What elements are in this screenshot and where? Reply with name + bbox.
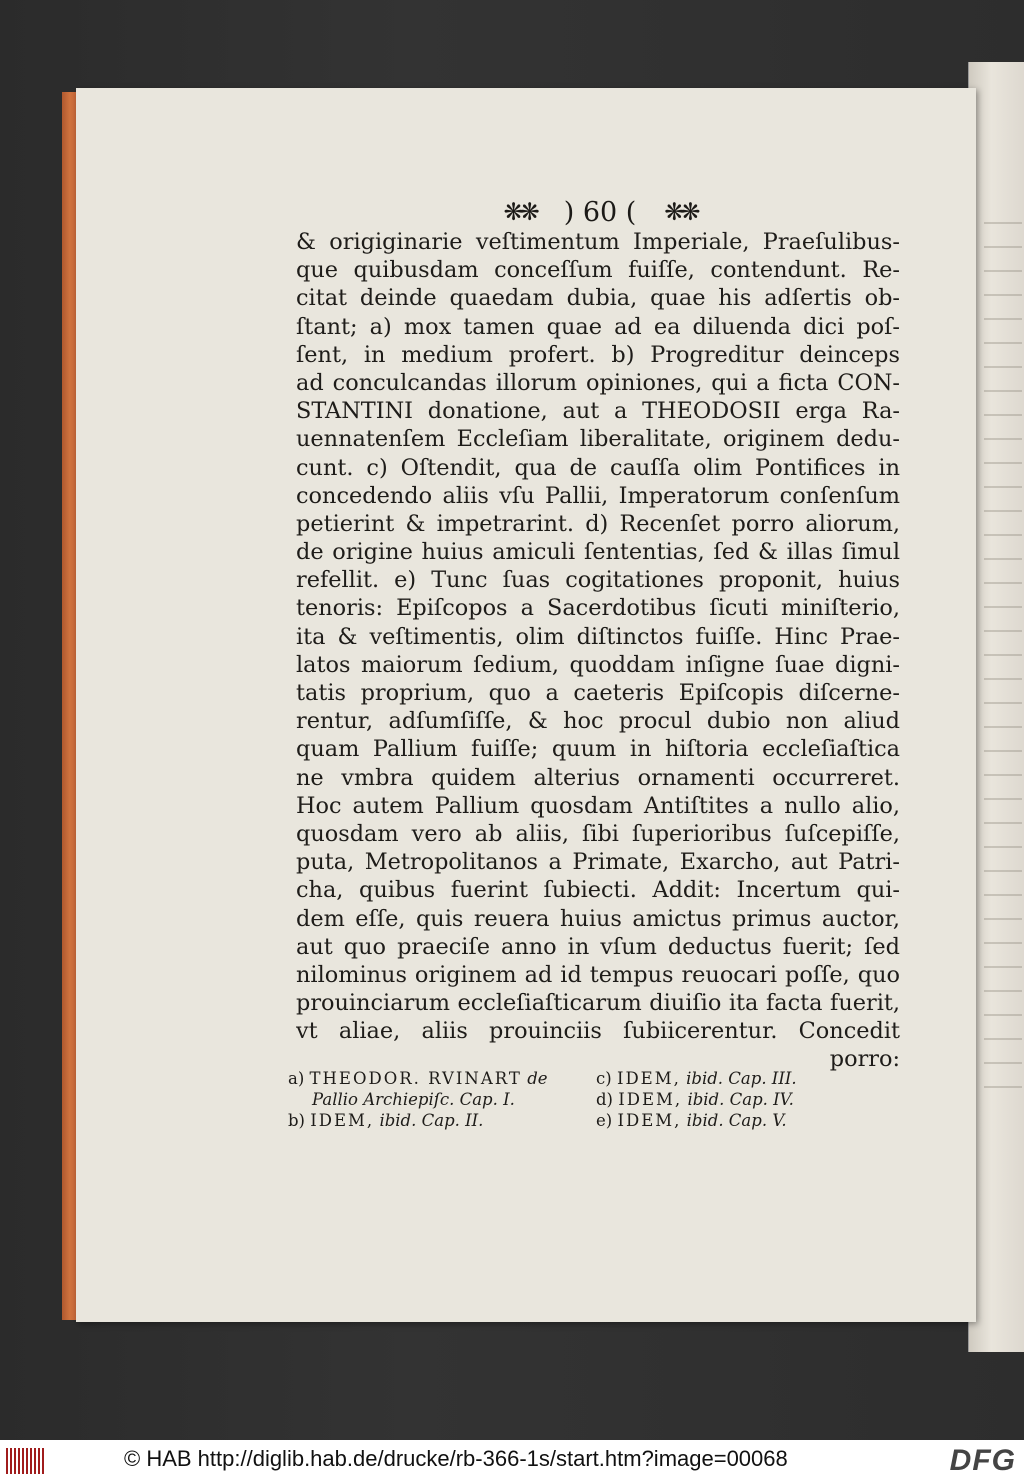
text-line: & origiginarie veſtimentum Imperiale, Praeſulibus- xyxy=(296,229,900,255)
footnote-author: IDEM, xyxy=(617,1111,682,1130)
text-line: dem eſſe, quis reuera huius amictus primus auctor, xyxy=(296,905,900,932)
footnote-ref: ibid. Cap. II. xyxy=(379,1111,484,1130)
footnote-author: IDEM, xyxy=(618,1090,683,1109)
footnote-b xyxy=(288,1110,580,1131)
text-line: nilominus originem ad id tempus reuocari poſſe, quo xyxy=(296,961,900,988)
text-line: refellit. e) Tunc ſuas cogitationes proponit, huius xyxy=(296,567,900,594)
footnote-ref: ibid. Cap. III. xyxy=(686,1069,797,1088)
text-line: cha, quibus fuerint ſubiecti. Addit: Incertum qui- xyxy=(296,877,900,904)
footnote-d xyxy=(596,1089,828,1110)
adjacent-page-text-shadow xyxy=(984,200,1022,1100)
footnote-ref: ibid. Cap. V. xyxy=(686,1111,787,1130)
page-edge xyxy=(62,92,76,1320)
dfg-logo: DFG xyxy=(949,1444,1016,1477)
footnotes-left-column xyxy=(288,1068,580,1131)
catchword: porro: xyxy=(829,1046,900,1073)
text-line: ne vmbra quidem alterius ornamenti occurreret. xyxy=(296,764,900,791)
text-line: rentur, adſumſiſſe, & hoc procul dubio non aliud xyxy=(296,708,900,735)
text-line: cunt. c) Oſtendit, qua de cauſſa olim Pontifices in xyxy=(296,454,900,481)
body-text xyxy=(296,228,900,1074)
footnote-e xyxy=(596,1110,828,1131)
footnote-mark: c) xyxy=(596,1069,612,1088)
footnote-ref: ibid. Cap. IV. xyxy=(687,1090,794,1109)
footnote-c xyxy=(596,1068,828,1089)
text-line: tenoris: Epiſcopos a Sacerdotibus ſicuti miniſterio, xyxy=(296,595,900,622)
text-line: prouinciarum eccleſiaſticarum diuiſio ita facta fuerit, xyxy=(296,990,900,1017)
footnote-author: IDEM, xyxy=(310,1111,375,1130)
footnote-ref: de xyxy=(527,1069,548,1088)
text-line: aut quo praeciſe anno in vſum deductus fuerit; ſed xyxy=(296,933,900,960)
footnote-a xyxy=(288,1068,580,1089)
text-line: puta, Metropolitanos a Primate, Exarcho, aut Patri- xyxy=(296,849,900,876)
footnote-author: IDEM, xyxy=(616,1069,681,1088)
text-line: vt aliae, aliis prouinciis ſubiicerentur. Concedit xyxy=(296,1018,900,1045)
footnote-mark: d) xyxy=(596,1090,613,1109)
running-head xyxy=(300,192,900,232)
footnotes-right-column xyxy=(596,1068,828,1131)
text-line: ſent, in medium profert. b) Progreditur deinceps xyxy=(296,341,900,368)
text-line: quosdam vero ab aliis, ſibi ſuperioribus ſuſcepiſſe, xyxy=(296,820,900,847)
text-line: STANTINI donatione, aut a THEODOSII erga Ra- xyxy=(296,398,900,425)
text-line: quam Pallium fuiſſe; quum in hiſtoria eccleſiaſtica xyxy=(296,736,900,763)
text-line: Hoc autem Pallium quosdam Antiſtites a nullo alio, xyxy=(296,792,900,819)
text-line: petierint & impetrarint. d) Recenſet porro aliorum, xyxy=(296,510,900,537)
footnote-author: THEODOR. RVINART xyxy=(309,1069,522,1088)
text-line: ita & veſtimentis, olim diſtinctos fuiſſe. Hinc Prae- xyxy=(296,623,900,650)
footnote-mark: b) xyxy=(288,1111,305,1130)
text-line: tatis proprium, quo a caeteris Epiſcopis diſcerne- xyxy=(296,680,900,706)
text-line: que quibusdam conceſſum fuiſſe, contendunt. Re- xyxy=(296,257,900,284)
ornament-left-icon: ❋❋ xyxy=(503,198,536,226)
text-line: uennatenſem Eccleſiam liberalitate, originem dedu- xyxy=(296,426,900,453)
ornament-right-icon: ❋❋ xyxy=(664,198,697,226)
footer-bar xyxy=(0,1440,1024,1482)
text-line: ſtant; a) mox tamen quae ad ea diluenda dici poſ- xyxy=(296,313,900,340)
text-line: latos maiorum ſedium, quoddam inſigne ſuae digni- xyxy=(296,651,900,678)
footnote-mark: e) xyxy=(596,1111,613,1130)
barcode-icon xyxy=(6,1448,44,1474)
footnote-a-continued: Pallio Archiepiſc. Cap. I. xyxy=(312,1090,515,1109)
copyright-url[interactable]: © HAB http://diglib.hab.de/drucke/rb-366-1s/start.htm?image=00068 xyxy=(124,1446,788,1471)
text-line: citat deinde quaedam dubia, quae his adſertis ob- xyxy=(296,285,900,312)
page-number: ) 60 ( xyxy=(563,196,637,228)
text-line: ad conculcandas illorum opiniones, qui a ficta CON- xyxy=(296,369,900,396)
text-line: de origine huius amiculi ſententias, ſed & illas ſimul xyxy=(296,539,900,566)
footnote-mark: a) xyxy=(288,1069,305,1088)
text-line: concedendo aliis vſu Pallii, Imperatorum conſenſum xyxy=(296,482,900,509)
